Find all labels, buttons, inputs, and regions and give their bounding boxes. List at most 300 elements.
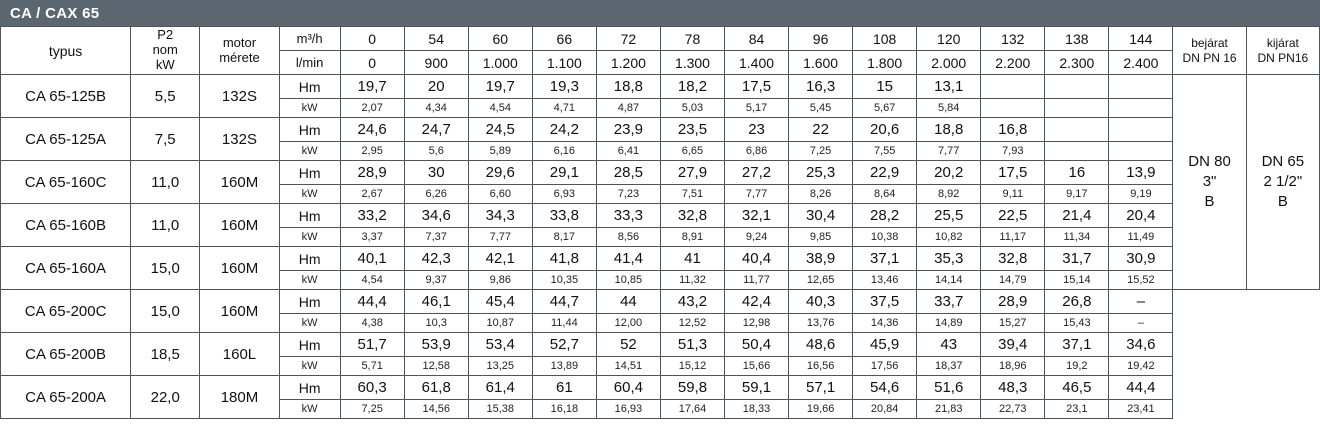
hm-value: 24,5 bbox=[468, 118, 532, 142]
hm-value: 13,9 bbox=[1109, 161, 1173, 185]
row-typus: CA 65-125A bbox=[1, 118, 131, 161]
kw-value: 19,2 bbox=[1045, 357, 1109, 376]
row-label-hm: Hm bbox=[279, 118, 340, 142]
header-flow-m3h-6: 84 bbox=[725, 27, 789, 51]
row-label-kw: kW bbox=[279, 99, 340, 118]
table-row bbox=[1, 161, 1320, 185]
row-label-hm: Hm bbox=[279, 161, 340, 185]
kw-value: 7,77 bbox=[725, 185, 789, 204]
header-flow-lmin-6: 1.400 bbox=[725, 51, 789, 75]
hm-value: – bbox=[1109, 290, 1173, 314]
header-p2-line1: P2 bbox=[157, 27, 174, 43]
hm-value: 30 bbox=[404, 161, 468, 185]
kw-value: 5,17 bbox=[725, 99, 789, 118]
hm-value: 40,4 bbox=[725, 247, 789, 271]
hm-value bbox=[981, 75, 1045, 99]
row-label-kw: kW bbox=[279, 400, 340, 419]
header-motor-size bbox=[200, 27, 279, 75]
hm-value: 32,8 bbox=[981, 247, 1045, 271]
kw-value: 9,37 bbox=[404, 271, 468, 290]
kw-value: 13,89 bbox=[532, 357, 596, 376]
hm-value: 28,9 bbox=[981, 290, 1045, 314]
row-label-hm: Hm bbox=[279, 204, 340, 228]
row-typus: CA 65-200C bbox=[1, 290, 131, 333]
hm-value: 17,5 bbox=[725, 75, 789, 99]
inlet-connection bbox=[1173, 75, 1246, 290]
kw-value: 12,58 bbox=[404, 357, 468, 376]
kw-value: 5,45 bbox=[789, 99, 853, 118]
hm-value: 59,8 bbox=[660, 376, 724, 400]
hm-value: 27,2 bbox=[725, 161, 789, 185]
kw-value: 4,54 bbox=[468, 99, 532, 118]
row-p2: 11,0 bbox=[131, 161, 200, 204]
row-typus: CA 65-200A bbox=[1, 376, 131, 419]
kw-value: 6,16 bbox=[532, 142, 596, 161]
kw-value: 2,95 bbox=[340, 142, 404, 161]
hm-value: 24,2 bbox=[532, 118, 596, 142]
hm-value: 16,8 bbox=[981, 118, 1045, 142]
outlet-connection bbox=[1246, 75, 1319, 290]
table-row bbox=[1, 75, 1320, 99]
header-p2 bbox=[131, 27, 200, 75]
kw-value: 15,43 bbox=[1045, 314, 1109, 333]
header-flow-lmin-2: 1.000 bbox=[468, 51, 532, 75]
table-row bbox=[1, 333, 1320, 357]
hm-value: 28,2 bbox=[853, 204, 917, 228]
kw-value: 8,26 bbox=[789, 185, 853, 204]
header-flow-m3h-12: 144 bbox=[1109, 27, 1173, 51]
hm-value: 60,4 bbox=[596, 376, 660, 400]
kw-value: 5,71 bbox=[340, 357, 404, 376]
kw-value: 14,79 bbox=[981, 271, 1045, 290]
kw-value: 14,89 bbox=[917, 314, 981, 333]
header-flow-lmin-4: 1.200 bbox=[596, 51, 660, 75]
header-flow-m3h-4: 72 bbox=[596, 27, 660, 51]
hm-value: 37,1 bbox=[1045, 333, 1109, 357]
hm-value: 51,7 bbox=[340, 333, 404, 357]
hm-value: 25,5 bbox=[917, 204, 981, 228]
header-flow-lmin-9: 2.000 bbox=[917, 51, 981, 75]
kw-value: 7,77 bbox=[917, 142, 981, 161]
row-motor: 180M bbox=[200, 376, 279, 419]
kw-value: 11,32 bbox=[660, 271, 724, 290]
kw-value: 8,64 bbox=[853, 185, 917, 204]
kw-value: 6,26 bbox=[404, 185, 468, 204]
hm-value: 19,3 bbox=[532, 75, 596, 99]
hm-value: 61,8 bbox=[404, 376, 468, 400]
hm-value: 33,2 bbox=[340, 204, 404, 228]
kw-value: 15,38 bbox=[468, 400, 532, 419]
kw-value: 6,41 bbox=[596, 142, 660, 161]
kw-value: 10,35 bbox=[532, 271, 596, 290]
hm-value: 42,4 bbox=[725, 290, 789, 314]
kw-value: 15,27 bbox=[981, 314, 1045, 333]
hm-value: 41 bbox=[660, 247, 724, 271]
header-flow-lmin-3: 1.100 bbox=[532, 51, 596, 75]
header-motor-line1: motor bbox=[222, 34, 257, 50]
kw-value: 17,56 bbox=[853, 357, 917, 376]
page-title: CA / CAX 65 bbox=[10, 4, 100, 22]
hm-value: 16,3 bbox=[789, 75, 853, 99]
kw-value: 10,3 bbox=[404, 314, 468, 333]
header-flow-lmin-0: 0 bbox=[340, 51, 404, 75]
header-unit-m3h: m³/h bbox=[279, 27, 340, 51]
hm-value: 48,3 bbox=[981, 376, 1045, 400]
hm-value: 34,3 bbox=[468, 204, 532, 228]
kw-value: 10,82 bbox=[917, 228, 981, 247]
hm-value: 21,4 bbox=[1045, 204, 1109, 228]
hm-value: 43,2 bbox=[660, 290, 724, 314]
hm-value: 33,7 bbox=[917, 290, 981, 314]
header-flow-lmin-11: 2.300 bbox=[1045, 51, 1109, 75]
hm-value: 44 bbox=[596, 290, 660, 314]
hm-value: 35,3 bbox=[917, 247, 981, 271]
header-flow-m3h-0: 0 bbox=[340, 27, 404, 51]
hm-value: 20 bbox=[404, 75, 468, 99]
header-inlet-line1: bejárat bbox=[1191, 35, 1228, 50]
header-flow-lmin-12: 2.400 bbox=[1109, 51, 1173, 75]
hm-value: 61 bbox=[532, 376, 596, 400]
row-motor: 132S bbox=[200, 75, 279, 118]
hm-value: 29,6 bbox=[468, 161, 532, 185]
hm-value: 15 bbox=[853, 75, 917, 99]
hm-value bbox=[1045, 75, 1109, 99]
kw-value: 9,24 bbox=[725, 228, 789, 247]
header-flow-m3h-5: 78 bbox=[660, 27, 724, 51]
kw-value: 11,77 bbox=[725, 271, 789, 290]
kw-value: 6,93 bbox=[532, 185, 596, 204]
kw-value: 19,42 bbox=[1109, 357, 1173, 376]
hm-value bbox=[1045, 118, 1109, 142]
kw-value: 4,71 bbox=[532, 99, 596, 118]
header-flow-lmin-1: 900 bbox=[404, 51, 468, 75]
hm-value: 42,1 bbox=[468, 247, 532, 271]
hm-value: 22,9 bbox=[853, 161, 917, 185]
hm-value: 23,5 bbox=[660, 118, 724, 142]
kw-value: 6,65 bbox=[660, 142, 724, 161]
kw-value: 13,76 bbox=[789, 314, 853, 333]
hm-value: 32,8 bbox=[660, 204, 724, 228]
header-flow-m3h-8: 108 bbox=[853, 27, 917, 51]
kw-value: 16,56 bbox=[789, 357, 853, 376]
hm-value: 44,4 bbox=[1109, 376, 1173, 400]
row-motor: 132S bbox=[200, 118, 279, 161]
row-p2: 5,5 bbox=[131, 75, 200, 118]
header-motor-line2: mérete bbox=[219, 49, 260, 65]
row-label-hm: Hm bbox=[279, 75, 340, 99]
kw-value: 20,84 bbox=[853, 400, 917, 419]
kw-value: 11,49 bbox=[1109, 228, 1173, 247]
kw-value: 13,46 bbox=[853, 271, 917, 290]
hm-value: 24,6 bbox=[340, 118, 404, 142]
hm-value: 37,1 bbox=[853, 247, 917, 271]
kw-value: 14,36 bbox=[853, 314, 917, 333]
row-typus: CA 65-125B bbox=[1, 75, 131, 118]
kw-value: 5,67 bbox=[853, 99, 917, 118]
row-typus: CA 65-160A bbox=[1, 247, 131, 290]
kw-value: 8,17 bbox=[532, 228, 596, 247]
hm-value: 39,4 bbox=[981, 333, 1045, 357]
kw-value: 10,87 bbox=[468, 314, 532, 333]
hm-value: 18,8 bbox=[917, 118, 981, 142]
kw-value: 15,14 bbox=[1045, 271, 1109, 290]
kw-value: 4,38 bbox=[340, 314, 404, 333]
hm-value: 44,4 bbox=[340, 290, 404, 314]
row-label-kw: kW bbox=[279, 314, 340, 333]
kw-value: – bbox=[1109, 314, 1173, 333]
kw-value: 15,12 bbox=[660, 357, 724, 376]
hm-value: 33,8 bbox=[532, 204, 596, 228]
header-inlet bbox=[1173, 27, 1246, 75]
outlet-dn: DN 65 bbox=[1261, 152, 1305, 170]
inlet-dn: DN 80 bbox=[1188, 152, 1231, 170]
row-label-hm: Hm bbox=[279, 376, 340, 400]
header-p2-line3: kW bbox=[155, 56, 175, 72]
header-flow-m3h-10: 132 bbox=[981, 27, 1045, 51]
hm-value: 19,7 bbox=[340, 75, 404, 99]
row-typus: CA 65-160B bbox=[1, 204, 131, 247]
hm-value: 43 bbox=[917, 333, 981, 357]
hm-value bbox=[1109, 75, 1173, 99]
kw-value: 8,92 bbox=[917, 185, 981, 204]
outlet-class: B bbox=[1277, 193, 1288, 211]
hm-value: 34,6 bbox=[1109, 333, 1173, 357]
kw-value: 10,38 bbox=[853, 228, 917, 247]
table-row bbox=[1, 376, 1320, 400]
row-motor: 160M bbox=[200, 247, 279, 290]
hm-value: 52,7 bbox=[532, 333, 596, 357]
hm-value: 13,1 bbox=[917, 75, 981, 99]
hm-value: 38,9 bbox=[789, 247, 853, 271]
hm-value: 46,1 bbox=[404, 290, 468, 314]
header-flow-lmin-5: 1.300 bbox=[660, 51, 724, 75]
inlet-class: B bbox=[1204, 193, 1215, 211]
kw-value: 7,55 bbox=[853, 142, 917, 161]
hm-value: 52 bbox=[596, 333, 660, 357]
header-flow-m3h-9: 120 bbox=[917, 27, 981, 51]
hm-value: 34,6 bbox=[404, 204, 468, 228]
kw-value bbox=[1045, 142, 1109, 161]
row-label-kw: kW bbox=[279, 142, 340, 161]
kw-value: 19,66 bbox=[789, 400, 853, 419]
hm-value: 27,9 bbox=[660, 161, 724, 185]
inlet-inch: 3" bbox=[1202, 172, 1217, 190]
hm-value bbox=[1109, 118, 1173, 142]
row-label-kw: kW bbox=[279, 228, 340, 247]
kw-value: 18,37 bbox=[917, 357, 981, 376]
row-label-kw: kW bbox=[279, 357, 340, 376]
outlet-inch: 2 1/2" bbox=[1263, 172, 1303, 190]
kw-value: 9,11 bbox=[981, 185, 1045, 204]
kw-value bbox=[981, 99, 1045, 118]
kw-value: 9,86 bbox=[468, 271, 532, 290]
kw-value: 8,56 bbox=[596, 228, 660, 247]
kw-value: 18,96 bbox=[981, 357, 1045, 376]
hm-value: 53,4 bbox=[468, 333, 532, 357]
table-row bbox=[1, 204, 1320, 228]
kw-value: 7,25 bbox=[340, 400, 404, 419]
kw-value: 14,56 bbox=[404, 400, 468, 419]
kw-value: 15,66 bbox=[725, 357, 789, 376]
kw-value: 21,83 bbox=[917, 400, 981, 419]
hm-value: 59,1 bbox=[725, 376, 789, 400]
row-motor: 160M bbox=[200, 290, 279, 333]
kw-value: 4,87 bbox=[596, 99, 660, 118]
kw-value: 12,98 bbox=[725, 314, 789, 333]
hm-value: 18,8 bbox=[596, 75, 660, 99]
row-p2: 22,0 bbox=[131, 376, 200, 419]
kw-value: 12,52 bbox=[660, 314, 724, 333]
hm-value: 26,8 bbox=[1045, 290, 1109, 314]
table-row bbox=[1, 247, 1320, 271]
header-p2-line2: nom bbox=[152, 42, 178, 58]
row-typus: CA 65-200B bbox=[1, 333, 131, 376]
kw-value bbox=[1109, 142, 1173, 161]
kw-value bbox=[1109, 99, 1173, 118]
kw-value: 8,91 bbox=[660, 228, 724, 247]
row-motor: 160M bbox=[200, 204, 279, 247]
kw-value: 6,60 bbox=[468, 185, 532, 204]
hm-value: 46,5 bbox=[1045, 376, 1109, 400]
header-flow-m3h-7: 96 bbox=[789, 27, 853, 51]
hm-value: 23 bbox=[725, 118, 789, 142]
hm-value: 30,4 bbox=[789, 204, 853, 228]
kw-value: 7,25 bbox=[789, 142, 853, 161]
kw-value: 17,64 bbox=[660, 400, 724, 419]
kw-value: 13,25 bbox=[468, 357, 532, 376]
kw-value: 15,52 bbox=[1109, 271, 1173, 290]
hm-value: 30,9 bbox=[1109, 247, 1173, 271]
hm-value: 20,4 bbox=[1109, 204, 1173, 228]
hm-value: 28,9 bbox=[340, 161, 404, 185]
header-outlet bbox=[1246, 27, 1319, 75]
header-inlet-line2: DN PN 16 bbox=[1182, 50, 1237, 65]
row-p2: 18,5 bbox=[131, 333, 200, 376]
hm-value: 22,5 bbox=[981, 204, 1045, 228]
hm-value: 54,6 bbox=[853, 376, 917, 400]
hm-value: 29,1 bbox=[532, 161, 596, 185]
hm-value: 50,4 bbox=[725, 333, 789, 357]
kw-value: 9,85 bbox=[789, 228, 853, 247]
kw-value: 18,33 bbox=[725, 400, 789, 419]
row-label-kw: kW bbox=[279, 185, 340, 204]
kw-value: 11,44 bbox=[532, 314, 596, 333]
header-flow-lmin-10: 2.200 bbox=[981, 51, 1045, 75]
hm-value: 45,4 bbox=[468, 290, 532, 314]
hm-value: 17,5 bbox=[981, 161, 1045, 185]
hm-value: 16 bbox=[1045, 161, 1109, 185]
hm-value: 32,1 bbox=[725, 204, 789, 228]
header-flow-m3h-1: 54 bbox=[404, 27, 468, 51]
row-p2: 15,0 bbox=[131, 290, 200, 333]
sheet-title-bar bbox=[0, 0, 1320, 26]
kw-value: 12,00 bbox=[596, 314, 660, 333]
row-label-kw: kW bbox=[279, 271, 340, 290]
row-label-hm: Hm bbox=[279, 290, 340, 314]
kw-value: 5,84 bbox=[917, 99, 981, 118]
hm-value: 20,2 bbox=[917, 161, 981, 185]
hm-value: 19,7 bbox=[468, 75, 532, 99]
kw-value: 22,73 bbox=[981, 400, 1045, 419]
kw-value: 5,03 bbox=[660, 99, 724, 118]
hm-value: 61,4 bbox=[468, 376, 532, 400]
hm-value: 33,3 bbox=[596, 204, 660, 228]
kw-value: 16,18 bbox=[532, 400, 596, 419]
hm-value: 25,3 bbox=[789, 161, 853, 185]
kw-value: 11,17 bbox=[981, 228, 1045, 247]
table-row bbox=[1, 118, 1320, 142]
kw-value: 12,65 bbox=[789, 271, 853, 290]
row-motor: 160L bbox=[200, 333, 279, 376]
hm-value: 22 bbox=[789, 118, 853, 142]
kw-value: 11,34 bbox=[1045, 228, 1109, 247]
hm-value: 45,9 bbox=[853, 333, 917, 357]
hm-value: 24,7 bbox=[404, 118, 468, 142]
row-label-hm: Hm bbox=[279, 247, 340, 271]
kw-value: 14,51 bbox=[596, 357, 660, 376]
kw-value: 14,14 bbox=[917, 271, 981, 290]
table-row bbox=[1, 290, 1320, 314]
hm-value: 28,5 bbox=[596, 161, 660, 185]
hm-value: 41,4 bbox=[596, 247, 660, 271]
kw-value: 7,77 bbox=[468, 228, 532, 247]
kw-value: 4,34 bbox=[404, 99, 468, 118]
hm-value: 41,8 bbox=[532, 247, 596, 271]
kw-value: 16,93 bbox=[596, 400, 660, 419]
kw-value: 3,37 bbox=[340, 228, 404, 247]
hm-value: 40,1 bbox=[340, 247, 404, 271]
hm-value: 23,9 bbox=[596, 118, 660, 142]
hm-value: 57,1 bbox=[789, 376, 853, 400]
kw-value: 7,37 bbox=[404, 228, 468, 247]
hm-value: 18,2 bbox=[660, 75, 724, 99]
header-flow-lmin-8: 1.800 bbox=[853, 51, 917, 75]
header-flow-m3h-3: 66 bbox=[532, 27, 596, 51]
kw-value: 7,23 bbox=[596, 185, 660, 204]
kw-value: 23,1 bbox=[1045, 400, 1109, 419]
row-p2: 11,0 bbox=[131, 204, 200, 247]
kw-value: 7,51 bbox=[660, 185, 724, 204]
hm-value: 51,6 bbox=[917, 376, 981, 400]
kw-value: 5,6 bbox=[404, 142, 468, 161]
hm-value: 60,3 bbox=[340, 376, 404, 400]
header-flow-m3h-2: 60 bbox=[468, 27, 532, 51]
row-label-hm: Hm bbox=[279, 333, 340, 357]
kw-value: 2,67 bbox=[340, 185, 404, 204]
hm-value: 20,6 bbox=[853, 118, 917, 142]
hm-value: 51,3 bbox=[660, 333, 724, 357]
kw-value bbox=[1045, 99, 1109, 118]
row-typus: CA 65-160C bbox=[1, 161, 131, 204]
hm-value: 48,6 bbox=[789, 333, 853, 357]
hm-value: 42,3 bbox=[404, 247, 468, 271]
kw-value: 5,89 bbox=[468, 142, 532, 161]
header-flow-lmin-7: 1.600 bbox=[789, 51, 853, 75]
kw-value: 6,86 bbox=[725, 142, 789, 161]
pump-performance-table bbox=[0, 26, 1320, 419]
table-header-flow-m3h bbox=[1, 27, 1320, 51]
header-flow-m3h-11: 138 bbox=[1045, 27, 1109, 51]
header-outlet-line2: DN PN16 bbox=[1257, 50, 1309, 65]
row-motor: 160M bbox=[200, 161, 279, 204]
hm-value: 40,3 bbox=[789, 290, 853, 314]
kw-value: 4,54 bbox=[340, 271, 404, 290]
row-p2: 7,5 bbox=[131, 118, 200, 161]
kw-value: 9,19 bbox=[1109, 185, 1173, 204]
header-typus: typus bbox=[1, 27, 131, 75]
hm-value: 31,7 bbox=[1045, 247, 1109, 271]
kw-value: 9,17 bbox=[1045, 185, 1109, 204]
